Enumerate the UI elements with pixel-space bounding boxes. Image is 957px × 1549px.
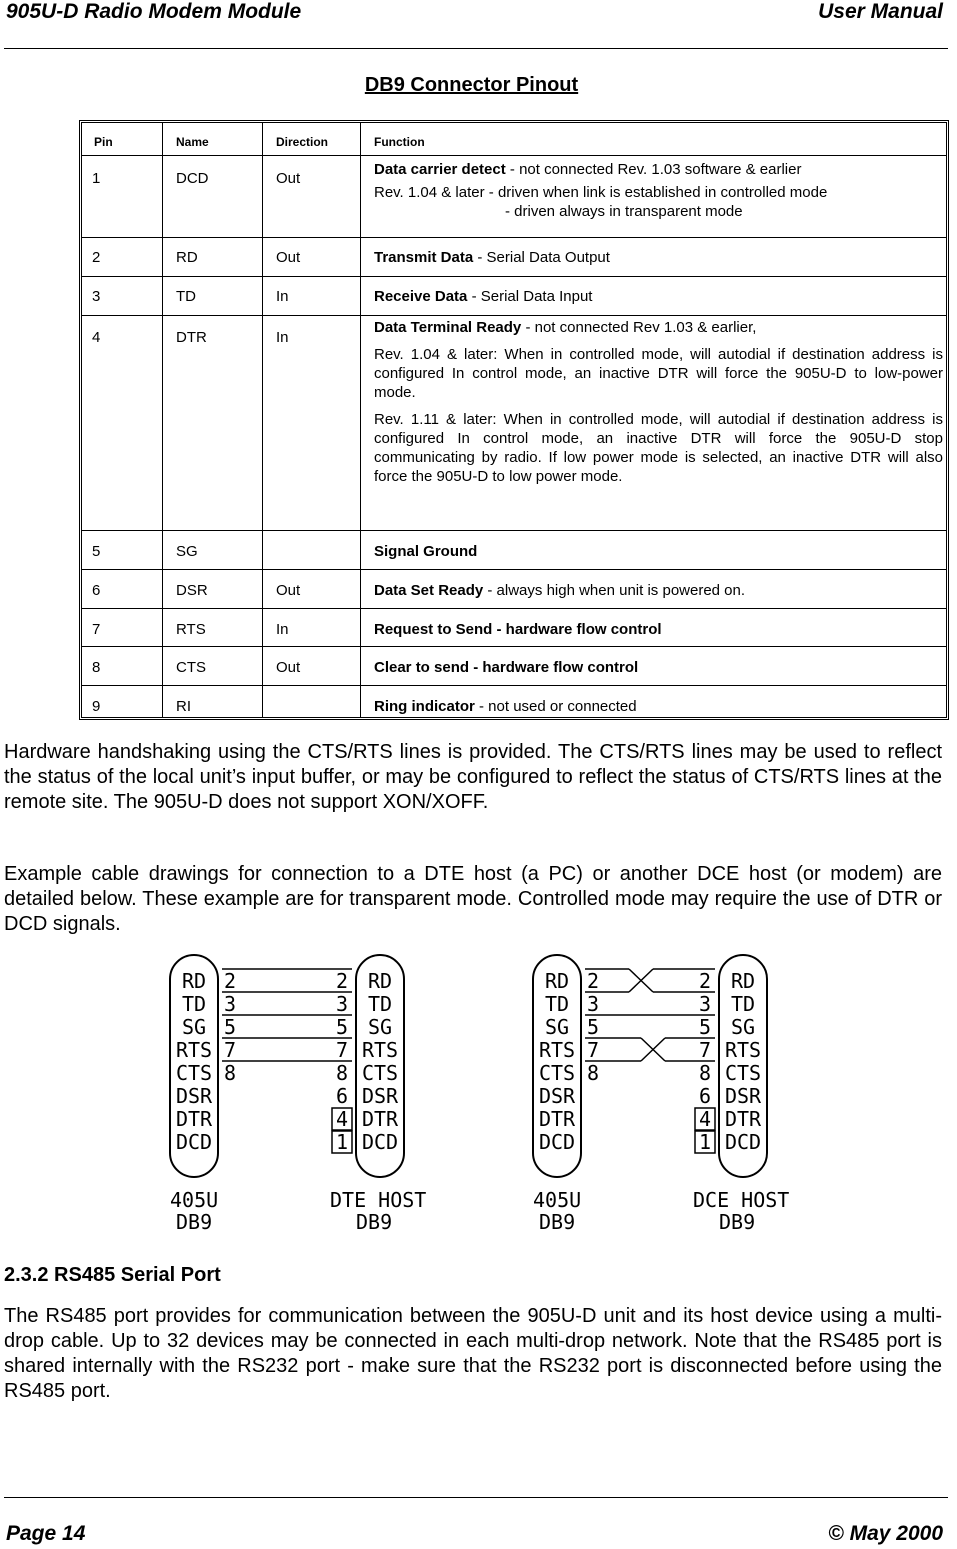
pin-label-left: 7 (224, 1038, 237, 1062)
function-detail: - not connected Rev. 1.03 software & earlier (505, 161, 802, 178)
right-connector-sub: DB9 (719, 1210, 756, 1234)
pin-name: TD (176, 288, 196, 305)
page-title: DB9 Connector Pinout (364, 74, 579, 96)
row-divider (82, 685, 946, 686)
col-divider (262, 123, 263, 717)
pin-label-right: 7 (699, 1038, 712, 1062)
signal-label-left: RD (544, 969, 570, 993)
pin-direction: Out (276, 170, 301, 187)
function-note: Rev. 1.04 & later - driven when link is established in controlled mode (374, 184, 828, 201)
pin-label-right: 2 (336, 969, 349, 993)
cable-paragraph: Example cable drawings for connection to a DTE host (a PC) or another DCE host (or modem) are detailed below. These example are for transparent mode. Controlled mode may require the use of DTR or DCD signals. (4, 863, 942, 935)
pin-name: DTR (176, 329, 207, 346)
rs485-paragraph: The RS485 port provides for communication between the 905U-D unit and its host device using a multi-drop cable. Up to 32 devices may be connected in each multi-drop network. Note that the RS485 port is shared internally with the RS232 port - make sure that the RS232 port is disconnected before using the RS485 port. (4, 1305, 942, 1402)
pin-label-left: 3 (587, 992, 600, 1016)
header-function: Function (374, 135, 425, 149)
row-divider (82, 530, 946, 531)
pin-direction: In (276, 329, 289, 346)
pin-number: 7 (92, 621, 101, 638)
pin-function (374, 658, 943, 677)
right-connector-sub: DB9 (356, 1210, 393, 1234)
pin-name: DCD (176, 170, 209, 187)
header-doc-type: User Manual (818, 0, 943, 23)
signal-label-right: DTR (361, 1107, 399, 1131)
pin-name: RTS (176, 621, 206, 638)
pin-label-right: 2 (699, 969, 712, 993)
pin-label-left: 5 (587, 1015, 600, 1039)
pin-number: 1 (92, 170, 101, 187)
signal-label-right: RD (730, 969, 756, 993)
signal-label-left: SG (181, 1015, 207, 1039)
pin-label-right: 5 (699, 1015, 712, 1039)
right-connector-label: DCE HOST (693, 1188, 790, 1212)
footer-date: © May 2000 (828, 1522, 943, 1545)
pin-label-right: 4 (336, 1107, 349, 1131)
pin-label-right: 8 (336, 1061, 349, 1085)
header-pin: Pin (94, 135, 113, 149)
pin-name: CTS (176, 659, 206, 676)
left-connector-sub: DB9 (539, 1210, 576, 1234)
signal-label-left: TD (544, 992, 570, 1016)
pin-direction: In (276, 621, 289, 638)
pin-function (374, 318, 943, 494)
pin-direction: Out (276, 249, 301, 266)
function-note: - driven always in transparent mode (505, 203, 743, 220)
function-detail: - always high when unit is powered on. (483, 582, 746, 599)
signal-label-right: SG (730, 1015, 756, 1039)
pin-direction: Out (276, 659, 301, 676)
pin-number: 3 (92, 288, 101, 305)
signal-label-right: CTS (724, 1061, 762, 1085)
pin-label-left: 2 (587, 969, 600, 993)
pin-name: SG (176, 543, 198, 560)
signal-label-right: RTS (724, 1038, 762, 1062)
function-title: Signal Ground (374, 543, 478, 560)
signal-label-right: CTS (361, 1061, 399, 1085)
signal-label-left: RTS (538, 1038, 576, 1062)
header-title: 905U-D Radio Modem Module (6, 0, 302, 23)
signal-label-right: DCD (724, 1130, 762, 1154)
pin-function (374, 542, 943, 561)
row-divider (82, 276, 946, 277)
function-title: Clear to send - hardware flow control (374, 659, 639, 676)
pin-label-left: 7 (587, 1038, 600, 1062)
signal-label-right: DSR (724, 1084, 762, 1108)
row-divider (82, 608, 946, 609)
pin-function (374, 697, 943, 716)
pin-function (374, 620, 943, 639)
row-divider (82, 646, 946, 647)
pin-number: 6 (92, 582, 101, 599)
signal-label-left: DTR (175, 1107, 213, 1131)
signal-label-left: DTR (538, 1107, 576, 1131)
function-detail: - not used or connected (474, 698, 637, 715)
function-title: Data Set Ready (374, 582, 484, 599)
signal-label-left: DSR (175, 1084, 213, 1108)
pin-label-right: 1 (336, 1130, 349, 1154)
header-name: Name (176, 135, 209, 149)
pin-label-right: 5 (336, 1015, 349, 1039)
signal-label-left: SG (544, 1015, 570, 1039)
function-title: Request to Send - hardware flow control (374, 621, 662, 638)
pin-name: RI (176, 698, 191, 715)
pin-number: 9 (92, 698, 101, 715)
function-detail: - not connected Rev 1.03 & earlier, (521, 319, 757, 336)
pin-label-left: 8 (587, 1061, 600, 1085)
pin-number: 5 (92, 543, 101, 560)
pin-label-right: 7 (336, 1038, 349, 1062)
pin-label-left: 5 (224, 1015, 237, 1039)
signal-label-left: DCD (175, 1130, 213, 1154)
pin-label-left: 2 (224, 969, 237, 993)
signal-label-left: RTS (175, 1038, 213, 1062)
signal-label-left: DSR (538, 1084, 576, 1108)
signal-label-right: RTS (361, 1038, 399, 1062)
pin-number: 2 (92, 249, 101, 266)
pin-direction: Out (276, 582, 301, 599)
pin-name: DSR (176, 582, 208, 599)
header-rule (4, 48, 948, 49)
pin-number: 4 (92, 329, 101, 346)
right-connector-label: DTE HOST (330, 1188, 427, 1212)
header-direction: Direction (276, 135, 329, 149)
row-divider (82, 155, 946, 156)
col-divider (162, 123, 163, 717)
function-title: Ring indicator (374, 698, 475, 715)
signal-label-left: DCD (538, 1130, 576, 1154)
signal-label-left: CTS (175, 1061, 213, 1085)
dce-cable-diagram (533, 955, 789, 1234)
pin-label-left: 3 (224, 992, 237, 1016)
signal-label-right: TD (367, 992, 393, 1016)
signal-label-right: TD (730, 992, 756, 1016)
section-heading: 2.3.2 RS485 Serial Port (4, 1264, 221, 1286)
signal-label-right: SG (367, 1015, 393, 1039)
signal-label-right: DSR (361, 1084, 399, 1108)
col-divider (360, 123, 361, 717)
signal-label-right: DCD (361, 1130, 399, 1154)
pin-label-left: 8 (224, 1061, 237, 1085)
pin-label-right: 4 (699, 1107, 712, 1131)
pin-label-right: 1 (699, 1130, 712, 1154)
row-divider (82, 315, 946, 316)
pin-function (374, 581, 943, 600)
cable-wiring-diagram (0, 945, 957, 1240)
pin-function (374, 160, 943, 221)
signal-label-left: RD (181, 969, 207, 993)
pin-direction: In (276, 288, 289, 305)
footer-rule (4, 1497, 948, 1498)
function-title: Transmit Data (374, 249, 474, 266)
row-divider (82, 237, 946, 238)
function-title: Data carrier detect (374, 161, 506, 178)
signal-label-right: RD (367, 969, 393, 993)
footer-page-number: Page 14 (6, 1522, 86, 1545)
signal-label-right: DTR (724, 1107, 762, 1131)
pin-label-right: 3 (699, 992, 712, 1016)
left-connector-label: 405U (170, 1188, 219, 1212)
pin-label-right: 8 (699, 1061, 712, 1085)
dte-cable-diagram (170, 955, 426, 1234)
function-detail: - Serial Data Output (473, 249, 610, 266)
signal-label-left: TD (181, 992, 207, 1016)
pin-label-right: 6 (336, 1084, 349, 1108)
pin-name: RD (176, 249, 198, 266)
pin-label-right: 3 (336, 992, 349, 1016)
left-connector-sub: DB9 (176, 1210, 213, 1234)
handshaking-paragraph: Hardware handshaking using the CTS/RTS lines is provided. The CTS/RTS lines may be used to reflect the status of the local unit’s input buffer, or may be configured to reflect the status of CTS/RTS lines at the remote site. The 905U-D does not support XON/XOFF. (4, 741, 942, 813)
left-connector-label: 405U (533, 1188, 582, 1212)
function-title: Data Terminal Ready (374, 319, 522, 336)
function-note: Rev. 1.11 & later: When in controlled mode, will autodial if destination address is configured In control mode, an inactive DTR will force the 905U-D stop communicating by radio. If low power mode is selected, an inactive DTR will also force the 905U-D to low power mode. (374, 411, 943, 485)
pinout-table (79, 120, 949, 720)
function-detail: - Serial Data Input (467, 288, 593, 305)
pin-number: 8 (92, 659, 101, 676)
signal-label-left: CTS (538, 1061, 576, 1085)
pin-label-right: 6 (699, 1084, 712, 1108)
row-divider (82, 569, 946, 570)
pin-function (374, 287, 943, 306)
pin-function (374, 248, 943, 267)
function-note: Rev. 1.04 & later: When in controlled mode, will autodial if destination address is configured In control mode, an inactive DTR will force the 905U-D to low-power mode. (374, 346, 943, 401)
function-title: Receive Data (374, 288, 468, 305)
